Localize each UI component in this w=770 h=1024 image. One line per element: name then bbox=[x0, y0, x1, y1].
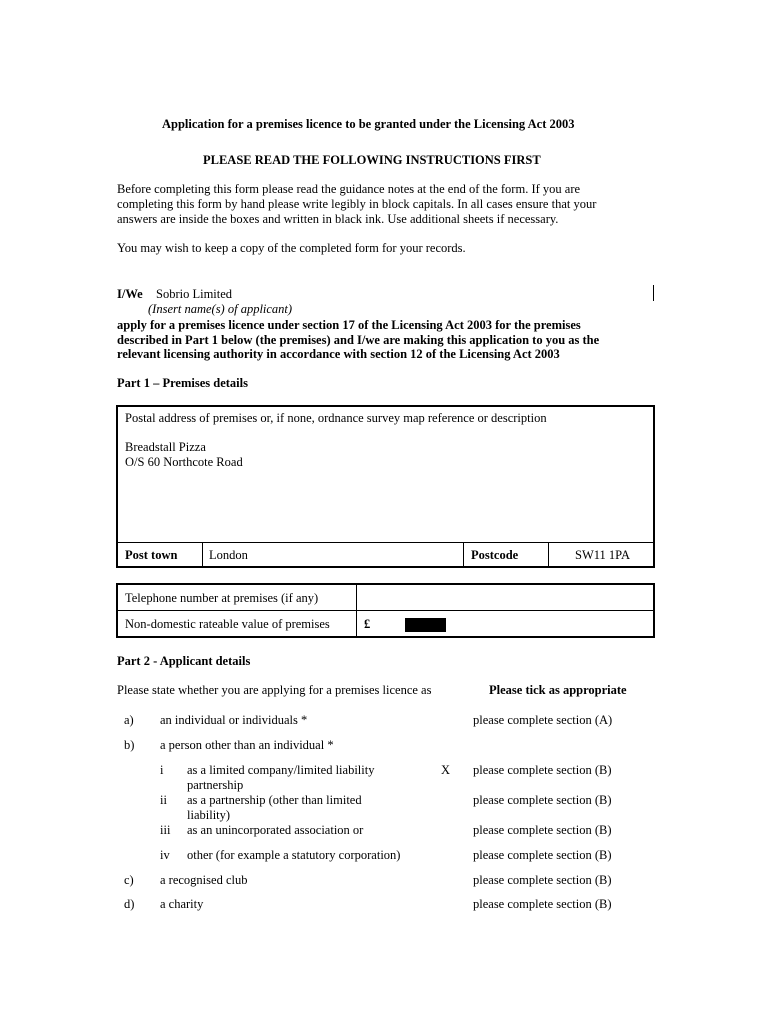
divider bbox=[118, 610, 653, 611]
sub-option-text: other (for example a statutory corporation) bbox=[187, 848, 401, 862]
option-section: please complete section (A) bbox=[473, 713, 613, 727]
option-section: please complete section (B) bbox=[473, 848, 612, 862]
option-text: a recognised club bbox=[160, 873, 248, 887]
option-text: a charity bbox=[160, 897, 204, 911]
option-section: please complete section (B) bbox=[473, 873, 612, 887]
currency-symbol: £ bbox=[364, 617, 371, 631]
divider bbox=[356, 585, 357, 636]
sub-option-numeral: iv bbox=[160, 848, 170, 862]
text-cursor bbox=[653, 285, 654, 301]
applicant-name[interactable]: Sobrio Limited bbox=[156, 287, 233, 301]
option-section: please complete section (B) bbox=[473, 897, 612, 911]
divider bbox=[463, 542, 464, 566]
telephone-label: Telephone number at premises (if any) bbox=[125, 591, 319, 605]
redacted-value bbox=[405, 618, 446, 632]
sub-option-numeral: iii bbox=[160, 823, 171, 837]
postcode-label: Postcode bbox=[471, 548, 519, 562]
intro-line: Before completing this form please read the guidance notes at the end of the form. If you are bbox=[117, 182, 581, 196]
applicant-statement: described in Part 1 below (the premises) and I/we are making this application to you as the bbox=[117, 333, 600, 347]
option-letter: d) bbox=[124, 897, 135, 911]
address-line[interactable]: O/S 60 Northcote Road bbox=[125, 455, 243, 469]
option-section: please complete section (B) bbox=[473, 823, 612, 837]
option-letter: a) bbox=[124, 713, 134, 727]
intro-line: answers are inside the boxes and written in black ink. Use additional sheets if necessary. bbox=[117, 212, 559, 226]
option-text: an individual or individuals * bbox=[160, 713, 308, 727]
premises-address-box bbox=[116, 405, 655, 568]
sub-option-text: partnership bbox=[187, 778, 244, 792]
postcode-field[interactable]: SW11 1PA bbox=[575, 548, 630, 562]
address-label: Postal address of premises or, if none, ordnance survey map reference or description bbox=[125, 411, 547, 425]
part2-question: Please state whether you are applying for a premises licence as bbox=[117, 683, 432, 697]
sub-option-text: as a limited company/limited liability bbox=[187, 763, 375, 777]
option-text: a person other than an individual * bbox=[160, 738, 334, 752]
option-section: please complete section (B) bbox=[473, 793, 612, 807]
option-letter: b) bbox=[124, 738, 135, 752]
sub-option-text: liability) bbox=[187, 808, 231, 822]
sub-option-text: as an unincorporated association or bbox=[187, 823, 364, 837]
post-town-label: Post town bbox=[125, 548, 178, 562]
intro-line: completing this form by hand please write legibly in block capitals. In all cases ensure that your bbox=[117, 197, 597, 211]
applicant-hint: (Insert name(s) of applicant) bbox=[148, 302, 293, 316]
applicant-statement: apply for a premises licence under section 17 of the Licensing Act 2003 for the premises bbox=[117, 318, 581, 332]
divider bbox=[548, 542, 549, 566]
sub-option-numeral: i bbox=[160, 763, 164, 777]
address-line[interactable]: Breadstall Pizza bbox=[125, 440, 206, 454]
divider bbox=[202, 542, 203, 566]
option-section: please complete section (B) bbox=[473, 763, 612, 777]
post-town-field[interactable]: London bbox=[209, 548, 248, 562]
tick-header: Please tick as appropriate bbox=[489, 683, 627, 697]
sub-option-numeral: ii bbox=[160, 793, 167, 807]
part1-heading: Part 1 – Premises details bbox=[117, 376, 248, 390]
applicant-statement: relevant licensing authority in accordance with section 12 of the Licensing Act 2003 bbox=[117, 347, 560, 361]
applicant-label: I/We bbox=[117, 287, 143, 301]
page-title: Application for a premises licence to be granted under the Licensing Act 2003 bbox=[162, 117, 575, 131]
premises-contact-box bbox=[116, 583, 655, 638]
tick-mark[interactable]: X bbox=[441, 763, 451, 777]
divider bbox=[118, 542, 653, 543]
sub-option-text: as a partnership (other than limited bbox=[187, 793, 362, 807]
part2-heading: Part 2 - Applicant details bbox=[117, 654, 251, 668]
option-letter: c) bbox=[124, 873, 134, 887]
instructions-heading: PLEASE READ THE FOLLOWING INSTRUCTIONS FIRST bbox=[203, 153, 541, 167]
rateable-label: Non-domestic rateable value of premises bbox=[125, 617, 330, 631]
copy-note: You may wish to keep a copy of the completed form for your records. bbox=[117, 241, 466, 255]
